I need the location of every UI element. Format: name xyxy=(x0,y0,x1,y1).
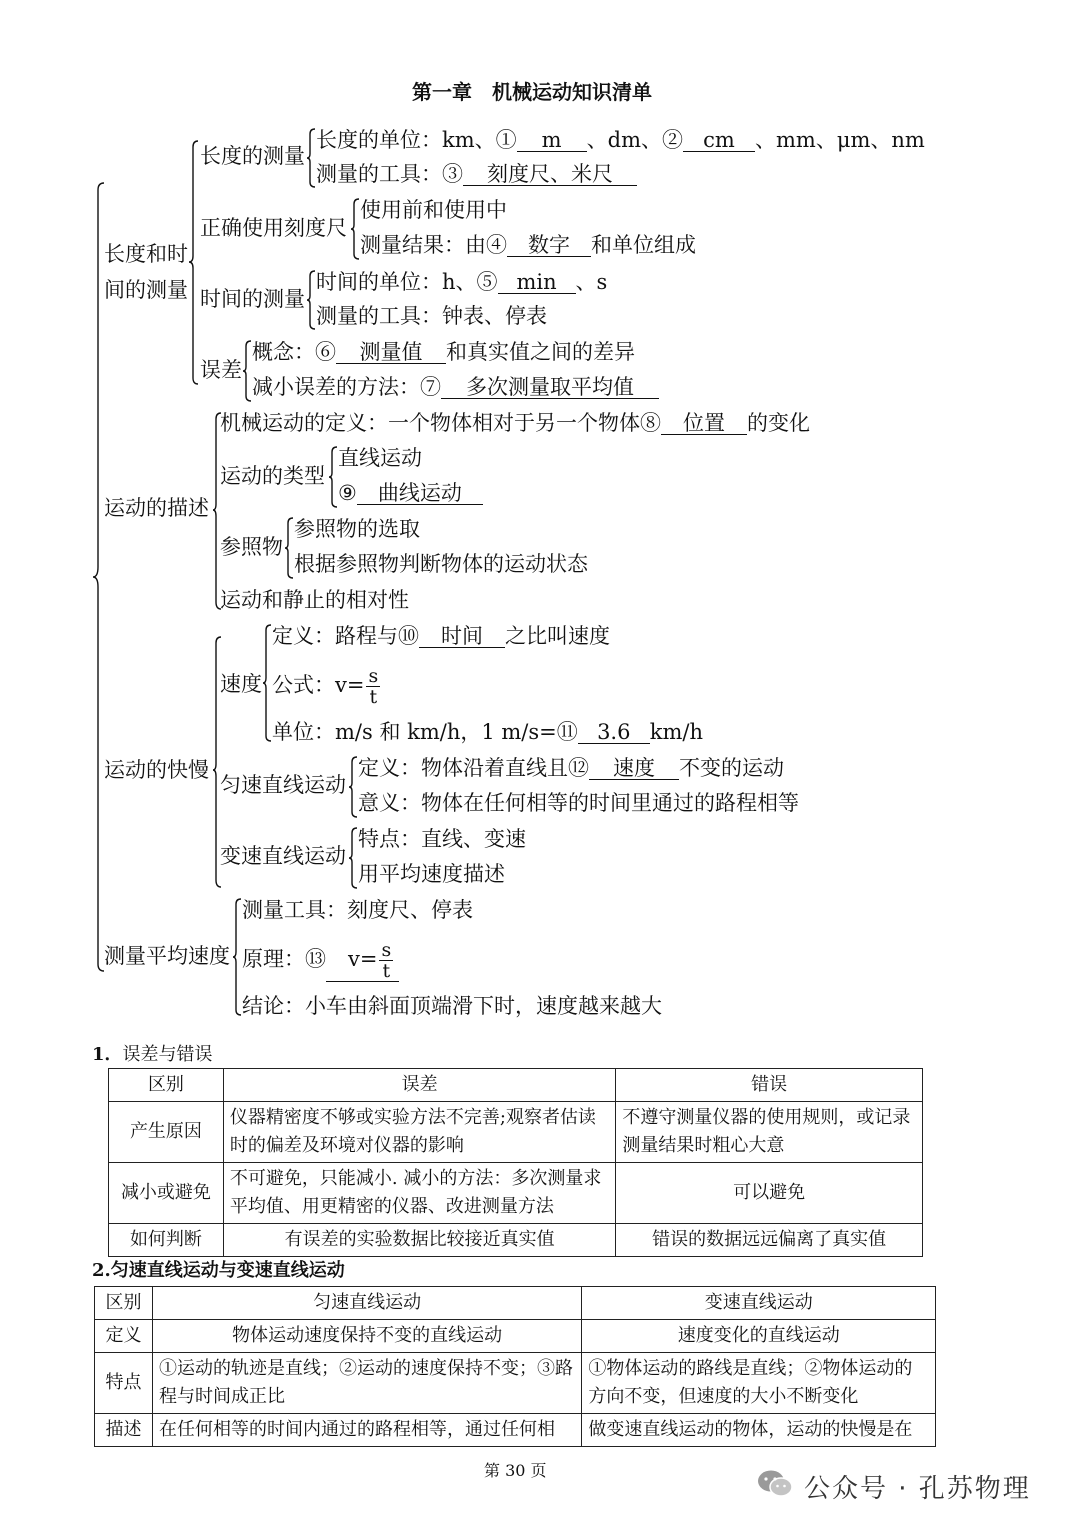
table-header-row xyxy=(109,1069,923,1102)
formula-line: 公式：v= $\frac{s}{t}$ xyxy=(272,665,379,708)
header-cell: 变速直线运动 xyxy=(582,1287,936,1320)
reference-label: 参照物 xyxy=(220,535,283,559)
time-measure-label: 时间的测量 xyxy=(200,287,305,311)
speed-def-line: 定义：路程与⑩ 时间 之比叫速度 xyxy=(272,624,610,648)
ruler-brace xyxy=(350,198,360,260)
root-average-speed: 测量平均速度 xyxy=(104,944,230,968)
uniform-label: 匀速直线运动 xyxy=(220,773,346,797)
mech-def-line: 机械运动的定义：一个物体相对于另一个物体⑧ 位置 的变化 xyxy=(220,411,810,435)
root-motion-speed: 运动的快慢 xyxy=(104,758,209,782)
uniform-meaning: 意义：物体在任何相等的时间里通过的路程相等 xyxy=(358,791,799,815)
root-motion-description: 运动的描述 xyxy=(104,496,209,520)
root1-brace xyxy=(188,140,200,385)
root2-brace xyxy=(212,412,222,610)
table-row xyxy=(95,1320,936,1353)
formula-fraction: $\frac{s}{t}$ xyxy=(368,665,379,708)
uniform-def-line: 定义：物体沿着直线且⑫ 速度 不变的运动 xyxy=(358,756,784,780)
answer-2: cm xyxy=(683,129,755,152)
table-cell: ①运动的轨迹是直线；②运动的速度保持不变；③路程与时间成正比 xyxy=(152,1353,581,1414)
error-reduce-line: 减小误差的方法：⑦ 多次测量取平均值 xyxy=(252,373,659,401)
header-cell: 错误 xyxy=(616,1069,923,1102)
header-cell: 误差 xyxy=(223,1069,615,1102)
table-cell: 不遵守测量仪器的使用规则，或记录测量结果时粗心大意 xyxy=(616,1102,923,1163)
answer-1: m xyxy=(517,129,587,152)
ruler-before: 使用前和使用中 xyxy=(360,198,507,222)
types-brace xyxy=(328,446,338,508)
ref-choose: 参照物的选取 xyxy=(294,517,420,541)
page-number: 第 30 页 xyxy=(484,1461,547,1480)
time-tool: 测量的工具：钟表、停表 xyxy=(316,304,547,328)
section1-heading: 1．误差与错误 xyxy=(92,1044,213,1065)
error-concept-line: 概念：⑥ 测量值 和真实值之间的差异 xyxy=(252,340,635,364)
table-row xyxy=(95,1353,936,1414)
root4-brace xyxy=(232,898,242,1016)
answer-13: v= $\frac{s}{t}$ xyxy=(326,940,399,982)
wechat-icon xyxy=(756,1468,794,1500)
table-cell: 物体运动速度保持不变的直线运动 xyxy=(152,1320,581,1353)
table-cell: 做变速直线运动的物体，运动的快慢是在 xyxy=(582,1414,936,1447)
table-cell: 有误差的实验数据比较接近真实值 xyxy=(223,1224,615,1257)
row-label: 减小或避免 xyxy=(109,1163,224,1224)
table-row xyxy=(109,1163,923,1224)
uniform-brace xyxy=(348,756,358,818)
ref-judge: 根据参照物判断物体的运动状态 xyxy=(294,552,588,576)
answer-10: 时间 xyxy=(419,625,505,648)
speed-label: 速度 xyxy=(220,672,262,696)
table-cell: 在任何相等的时间内通过的路程相等，通过任何相 xyxy=(152,1414,581,1447)
answer-11: 3.6 xyxy=(578,721,650,744)
avg-principle-line: 原理：⑬ v= $\frac{s}{t}$ xyxy=(242,940,399,982)
length-unit-line: 长度的单位：km、① m 、dm、② cm 、mm、μm、nm xyxy=(316,128,925,152)
length-tool-line: 测量的工具：③ 刻度尺、米尺 xyxy=(316,160,637,188)
error-mistake-table xyxy=(108,1068,923,1257)
time-unit-line: 时间的单位：h、⑤ min 、s xyxy=(316,270,608,294)
ref-brace xyxy=(284,517,294,579)
row-label: 如何判断 xyxy=(109,1224,224,1257)
header-cell: 区别 xyxy=(109,1069,224,1102)
table-row xyxy=(109,1224,923,1257)
avg-tool: 测量工具：刻度尺、停表 xyxy=(242,898,473,922)
variable-label: 变速直线运动 xyxy=(220,844,346,868)
header-cell: 匀速直线运动 xyxy=(152,1287,581,1320)
watermark: 公众号 · 孔苏物理 xyxy=(804,1474,1031,1504)
straight-motion: 直线运动 xyxy=(338,446,422,470)
speed-brace xyxy=(262,624,272,742)
length-measure-label: 长度的测量 xyxy=(200,144,305,168)
table-cell: 仪器精密度不够或实验方法不完善;观察者估读时的偏差及环境对仪器的影响 xyxy=(223,1102,615,1163)
ruler-use-label: 正确使用刻度尺 xyxy=(200,216,347,240)
length-brace xyxy=(306,128,316,188)
avg-conclusion: 结论：小车由斜面顶端滑下时，速度越来越大 xyxy=(242,994,662,1018)
error-brace xyxy=(242,340,252,402)
answer-7: 多次测量取平均值 xyxy=(441,376,659,399)
row-label: 产生原因 xyxy=(109,1102,224,1163)
table-header-row xyxy=(95,1287,936,1320)
answer-3: 刻度尺、米尺 xyxy=(463,163,637,186)
error-label: 误差 xyxy=(200,358,242,382)
answer-4: 数字 xyxy=(507,234,591,257)
answer-8: 位置 xyxy=(661,412,747,435)
section2-heading: 2.匀速直线运动与变速直线运动 xyxy=(92,1260,345,1281)
variable-brace xyxy=(348,827,358,889)
time-brace xyxy=(306,270,316,330)
answer-9: 曲线运动 xyxy=(357,482,483,505)
table-cell: ①物体运动的路线是直线；②物体运动的方向不变，但速度的大小不断变化 xyxy=(582,1353,936,1414)
motion-compare-table xyxy=(94,1286,936,1447)
table-cell: 可以避免 xyxy=(616,1163,923,1224)
row-label: 特点 xyxy=(95,1353,153,1414)
unit-line: 单位：m/s 和 km/h，1 m/s=⑪ 3.6 km/h xyxy=(272,720,704,744)
table-row xyxy=(95,1414,936,1447)
ruler-result-line: 测量结果：由④ 数字 和单位组成 xyxy=(360,233,696,257)
variable-feature: 特点：直线、变速 xyxy=(358,827,526,851)
row-label: 描述 xyxy=(95,1414,153,1447)
table-cell: 错误的数据远远偏离了真实值 xyxy=(616,1224,923,1257)
root-length-time: 长度和时 间的测量 xyxy=(104,242,188,302)
page-title: 第一章 机械运动知识清单 xyxy=(412,80,652,104)
header-cell: 区别 xyxy=(95,1287,153,1320)
table-cell: 不可避免，只能减小. 减小的方法：多次测量求平均值、用更精密的仪器、改进测量方法 xyxy=(223,1163,615,1224)
row-label: 定义 xyxy=(95,1320,153,1353)
motion-types-label: 运动的类型 xyxy=(220,464,325,488)
answer-12: 速度 xyxy=(589,757,679,780)
answer-6: 测量值 xyxy=(336,341,446,364)
table-cell: 速度变化的直线运动 xyxy=(582,1320,936,1353)
answer-5: min xyxy=(498,271,576,294)
relative-motion: 运动和静止的相对性 xyxy=(220,588,409,612)
table-row xyxy=(109,1102,923,1163)
curve-line: ⑨ 曲线运动 xyxy=(338,479,483,507)
variable-desc: 用平均速度描述 xyxy=(358,862,505,886)
